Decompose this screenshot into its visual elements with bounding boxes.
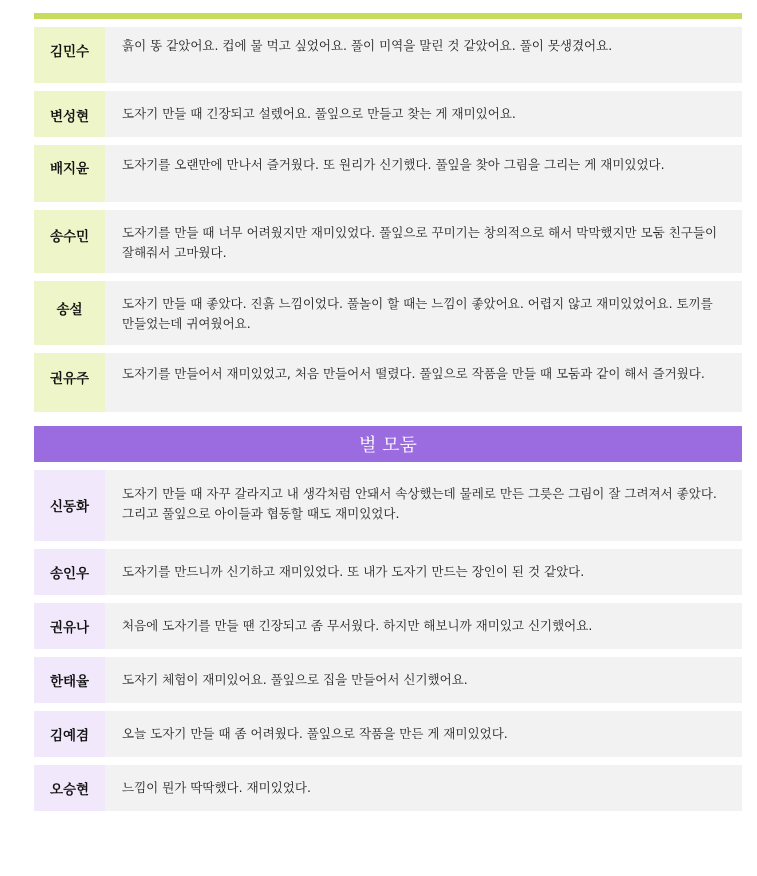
student-name: 오승현 <box>34 765 105 811</box>
table-row <box>34 711 742 765</box>
student-comment: 도자기를 만들 때 너무 어려웠지만 재미있었다. 풀잎으로 꾸미기는 창의적으로 해서 막막했지만 모둠 친구들이 잘해줘서 고마웠다. <box>105 210 742 273</box>
group-title: 벌 모둠 <box>34 426 742 462</box>
table-row <box>34 353 742 412</box>
student-comment: 도자기 만들 때 좋았다. 진흙 느낌이었다. 풀놀이 할 때는 느낌이 좋았어요. 어렵지 않고 재미있었어요. 토끼를 만들었는데 귀여웠어요. <box>105 281 742 345</box>
student-comment: 도자기 만들 때 자꾸 갈라지고 내 생각처럼 안돼서 속상했는데 물레로 만든 그릇은 그림이 잘 그려져서 좋았다. 그리고 풀잎으로 아이들과 협동할 때도 재미있었다. <box>105 470 742 541</box>
table-row <box>34 549 742 603</box>
student-comment: 느낌이 뭔가 딱딱했다. 재미있었다. <box>105 765 742 811</box>
table-row <box>34 145 742 210</box>
student-comment: 오늘 도자기 만들 때 좀 어려웠다. 풀잎으로 작품을 만든 게 재미있었다. <box>105 711 742 757</box>
green-group-table <box>34 27 742 412</box>
table-row <box>34 765 742 811</box>
student-comment: 흙이 똥 같았어요. 컵에 물 먹고 싶었어요. 풀이 미역을 말린 것 같았어요. 풀이 못생겼어요. <box>105 27 742 83</box>
student-comment: 도자기 만들 때 긴장되고 설렜어요. 풀잎으로 만들고 찾는 게 재미있어요. <box>105 91 742 137</box>
table-row <box>34 281 742 353</box>
student-name: 변성현 <box>34 91 105 137</box>
purple-group-table <box>34 470 742 811</box>
table-row <box>34 27 742 91</box>
student-name: 권유나 <box>34 603 105 649</box>
student-comment: 도자기 체험이 재미있어요. 풀잎으로 집을 만들어서 신기했어요. <box>105 657 742 703</box>
table-row <box>34 470 742 549</box>
student-name: 송설 <box>34 281 105 345</box>
student-name: 김민수 <box>34 27 105 83</box>
student-name: 배지윤 <box>34 145 105 202</box>
table-row <box>34 91 742 145</box>
reflection-sheet <box>34 13 742 811</box>
table-row <box>34 210 742 281</box>
student-name: 신동화 <box>34 470 105 541</box>
student-name: 권유주 <box>34 353 105 412</box>
table-row <box>34 603 742 657</box>
student-comment: 도자기를 오랜만에 만나서 즐거웠다. 또 원리가 신기했다. 풀잎을 찾아 그림을 그리는 게 재미있었다. <box>105 145 742 202</box>
student-name: 한태율 <box>34 657 105 703</box>
student-comment: 도자기를 만드니까 신기하고 재미있었다. 또 내가 도자기 만드는 장인이 된 것 같았다. <box>105 549 742 595</box>
table-row <box>34 657 742 711</box>
student-name: 송수민 <box>34 210 105 273</box>
student-name: 송인우 <box>34 549 105 595</box>
student-comment: 처음에 도자기를 만들 땐 긴장되고 좀 무서웠다. 하지만 해보니까 재미있고 신기했어요. <box>105 603 742 649</box>
top-divider <box>34 13 742 19</box>
student-comment: 도자기를 만들어서 재미있었고, 처음 만들어서 떨렸다. 풀잎으로 작품을 만들 때 모둠과 같이 해서 즐거웠다. <box>105 353 742 412</box>
student-name: 김예겸 <box>34 711 105 757</box>
